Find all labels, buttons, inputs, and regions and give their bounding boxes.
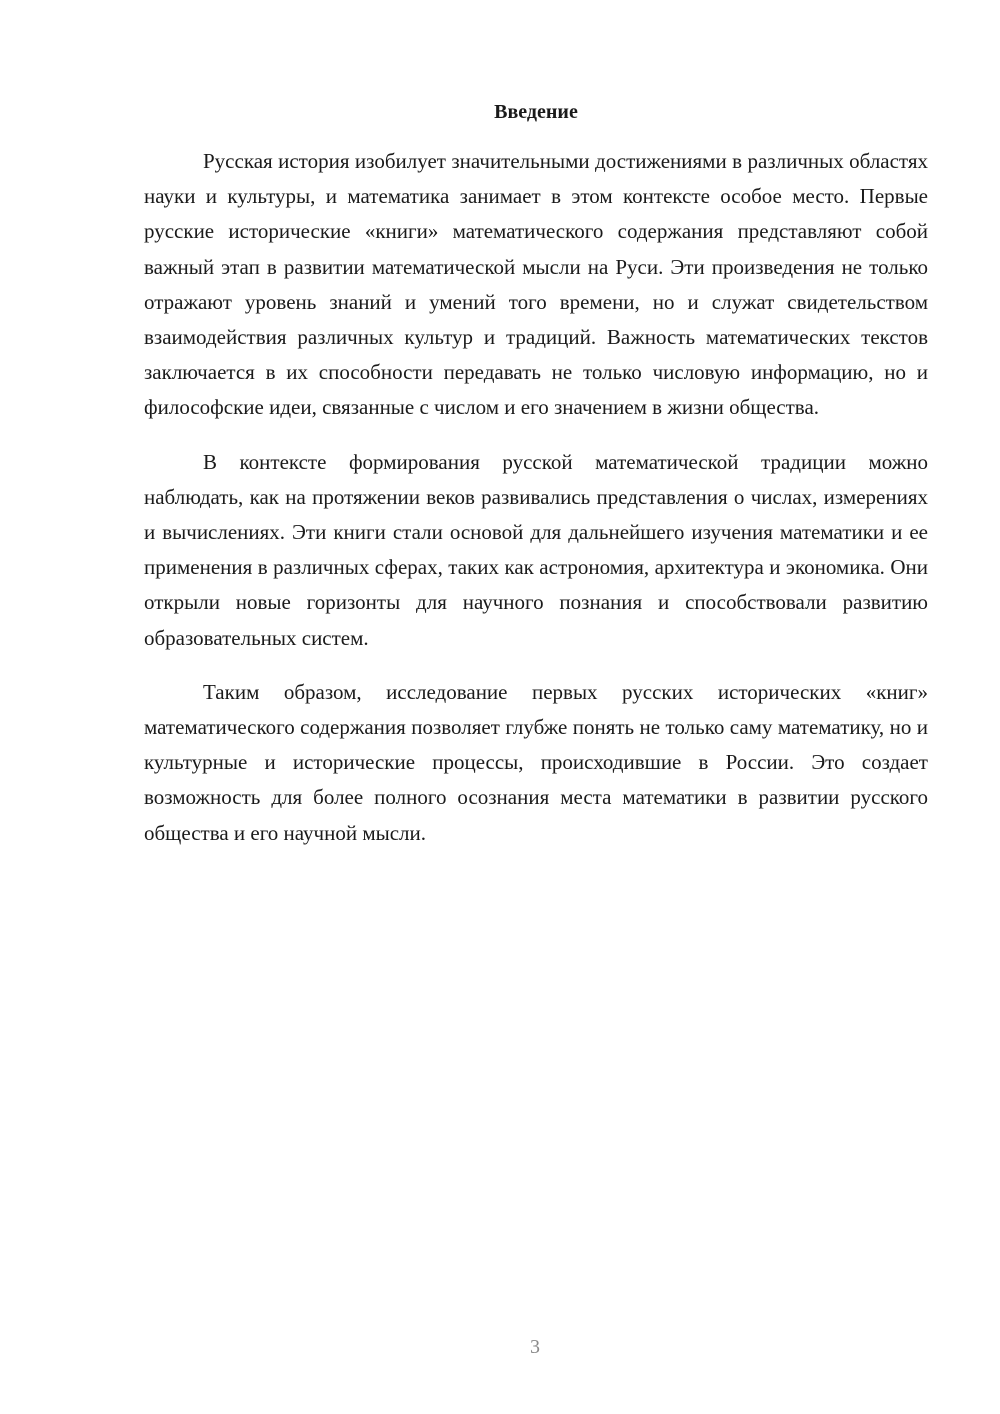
body-text (144, 144, 928, 870)
section-heading: Введение (494, 101, 578, 123)
paragraph-2: В контексте формирования русской математической традиции можно наблюдать, как на протяжении веков развивались представления о числах, измерениях и вычислениях. Эти книги стали основой для дальнейшего изучения математики и ее применения в различных сферах, таких как астрономия, архитектура и экономика. Они открыли новые горизонты для научного познания и способствовали развитию образовательных систем. (144, 449, 928, 650)
paragraph-1: Русская история изобилует значительными достижениями в различных областях науки и культуры, и математика занимает в этом контексте особое место. Первые русские исторические «книги» математического содержания представляют собой важный этап в развитии математической мысли на Руси. Эти произведения не только отражают уровень знаний и умений того времени, но и служат свидетельством взаимодействия различных культур и традиций. Важность математических текстов заключается в их способности передавать не только числовую информацию, но и философские идеи, связанные с числом и его значением в жизни общества. (144, 149, 928, 420)
page-number: 3 (530, 1336, 540, 1358)
paragraph-3: Таким образом, исследование первых русских исторических «книг» математического содержания позволяет глубже понять не только саму математику, но и культурные и исторические процессы, происходившие в России. Это создает возможность для более полного осознания места математики в развитии русского общества и его научной мысли. (144, 679, 928, 845)
